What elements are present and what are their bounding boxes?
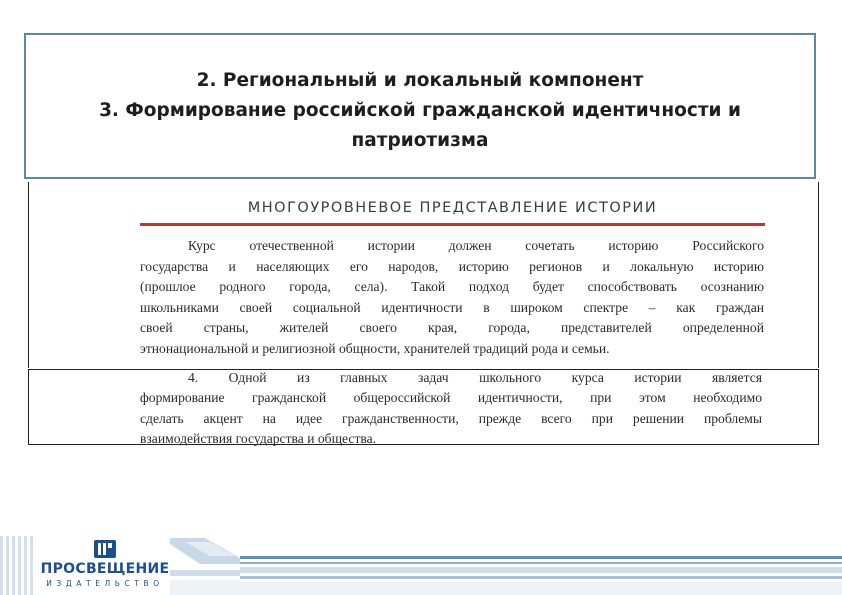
paragraph-line: сделать акцент на идее гражданственности, прежде всего при решении проблемы — [140, 410, 762, 426]
heading-underline — [140, 223, 765, 226]
document-paragraph-2 — [140, 368, 762, 449]
paragraph-line: взаимодействия государства и общества. — [140, 430, 377, 446]
document-paragraph-1 — [140, 236, 764, 360]
paragraph-line: (прошлое родного города, села). Такой подход будет способствовать осознанию — [140, 279, 764, 295]
logo-wordmark: ПРОСВЕЩЕНИЕ — [40, 561, 170, 577]
logo-emblem-icon — [91, 539, 119, 559]
paragraph-line: 4. Одной из главных задач школьного курса истории является — [188, 370, 762, 385]
title-line-2: 3. Формирование российской гражданской идентичности и — [99, 100, 741, 121]
title-line-3: патриотизма — [351, 130, 489, 151]
slide-title — [26, 66, 814, 156]
paragraph-line: государства и населяющих его народов, историю регионов и локальную историю — [140, 258, 764, 274]
paragraph-line: школьниками своей социальной идентичности в широком спектре – как граждан — [140, 299, 764, 315]
slide-title-box — [24, 33, 816, 179]
paragraph-line: Курс отечественной истории должен сочетать историю Российского — [188, 238, 764, 253]
prosveshchenie-logo — [40, 539, 170, 589]
paragraph-line: этнонациональной и религиозной общности, хранителей традиций рода и семьи. — [140, 340, 610, 356]
document-heading: МНОГОУРОВНЕВОЕ ПРЕДСТАВЛЕНИЕ ИСТОРИИ — [247, 200, 658, 216]
title-line-1: 2. Региональный и локальный компонент — [196, 70, 644, 91]
logo-subtitle: ИЗДАТЕЛЬСТВО — [46, 579, 164, 588]
paragraph-line: формирование гражданской общероссийской идентичности, при этом необходимо — [140, 390, 762, 406]
paragraph-line: своей страны, жителей своего края, города, представителей определенной — [140, 320, 764, 336]
